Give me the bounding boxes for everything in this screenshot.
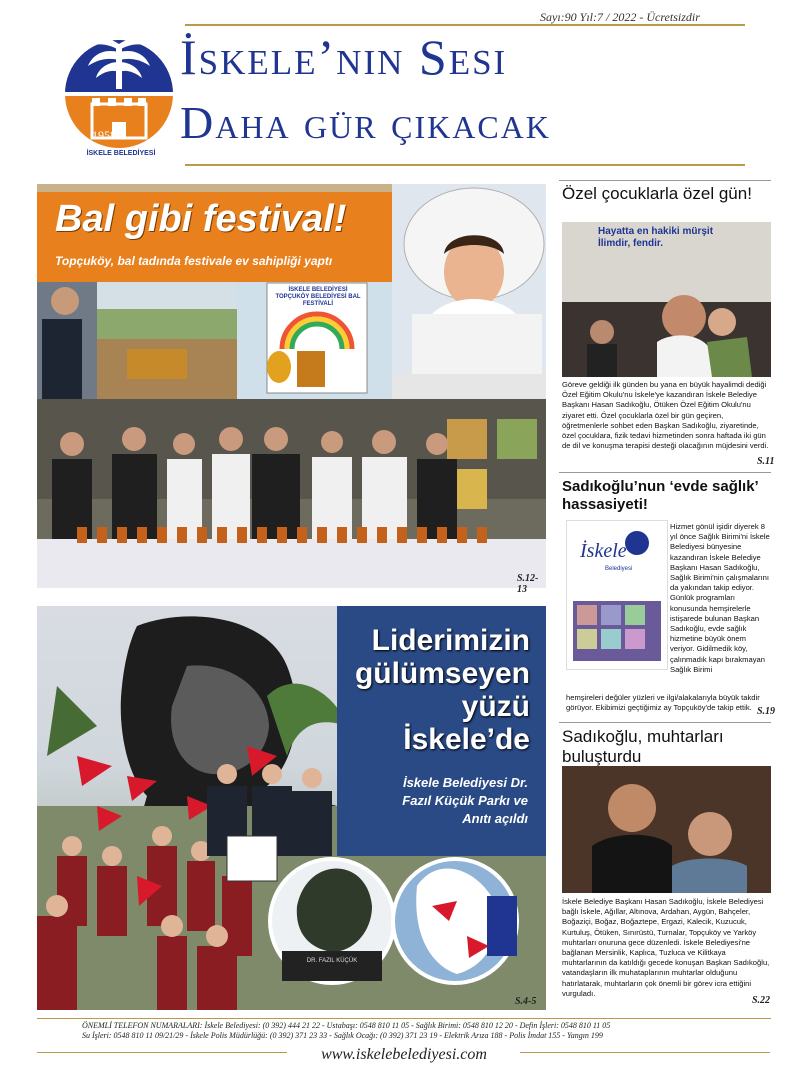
footer-rule-right: [520, 1052, 770, 1053]
logo-text: İSKELE BELEDİYESİ: [86, 150, 156, 157]
festival-headline[interactable]: Bal gibi festival!: [55, 198, 347, 240]
footer-phones-line2: Su İşleri: 0548 810 11 09/21/29 - İskele Polis Müdürlüğü: (0 392) 371 23 33 - Sağlık Ocağı: (0 392) 371 23 19 - Elektrik Arıza 188 - Polis İmdat 155 - Yangın 199: [82, 1031, 603, 1040]
lider-headline-line-3: yüzü: [461, 690, 530, 723]
lider-headline-line-4: İskele’de: [403, 723, 530, 756]
muhtar-body: İskele Belediye Başkanı Hasan Sadıkoğlu, İskele Belediyesi bağlı İskele, Ağıllar, Altınova, Ardahan, Aygün, Bahçeler, Boğaziçi, Boğaz, Boğaztepe, Ergazi, Kalecik, Kuzucuk, Kurtuluş, Ötüken, Sınırüstü, Turnalar, Topçuköy ve Yarköy muhtarları onuruna gece düzenledi. İskele Belediyesi'ne bağlanan Mersinlik, Kaplıca, Tuzluca ve Kilitkaya muhtarlarının da katıldığı gecede konuşan Başkan Sadıkoğlu, vatandaşların ilk muhataplarının muhtarlar olduğunu hatırlatarak, muhtarların çok önemli bir görev icra ettiğini vurguladı.: [562, 897, 770, 998]
beekeeper-child-photo: [392, 184, 546, 374]
lider-headline[interactable]: [355, 624, 530, 756]
masthead-subtitle: Daha gür çıkacak: [180, 97, 551, 148]
muhtar-photo: [562, 766, 771, 893]
lider-article[interactable]: [37, 606, 546, 1010]
header-top-rule: [185, 24, 745, 26]
festival-subhead: Topçuköy, bal tadında festivale ev sahipliği yaptı: [55, 254, 333, 268]
logo-year: 1958: [92, 128, 116, 142]
festival-page-ref[interactable]: S.12-13: [517, 573, 539, 595]
footer-phones-line1: ÖNEMLİ TELEFON NUMARALARI: İskele Belediyesi: (0 392) 444 21 22 - Ustabaşı: 0548 810 11 05 - Sağlık Birimi: 0548 810 12 20 - Defin İşleri: 0548 810 11 05: [82, 1021, 611, 1030]
footer-top-rule: [37, 1018, 771, 1019]
ozel-headline[interactable]: Özel çocuklarla özel gün!: [562, 184, 752, 203]
official-photo: [37, 279, 97, 399]
issue-line: Sayı:90 Yıl:7 / 2022 - Ücretsizdir: [540, 10, 700, 24]
festival-sign-text: İSKELE BELEDİYESİ TOPÇUKÖY BELEDİYESİ BAL FESTİVALİ: [275, 287, 361, 307]
lider-headline-line-2: gülümseyen: [354, 657, 530, 690]
saglik-page-ref[interactable]: S.19: [757, 706, 776, 717]
ozel-quote: Hayatta en hakiki mürşit İlimdir, fendir.: [598, 226, 714, 249]
ozel-page-ref[interactable]: S.11: [757, 456, 775, 467]
iskele-municipality-logo: [64, 24, 174, 166]
website-url[interactable]: www.iskelebelediyesi.com: [321, 1046, 487, 1063]
saglik-logo-word: İskele: [580, 540, 627, 562]
festival-article[interactable]: [37, 184, 546, 595]
lider-sub-line-1: İskele Belediyesi Dr.: [402, 775, 528, 790]
lider-sub-line-2: Fazıl Küçük Parkı ve: [402, 793, 528, 808]
saglik-body-full: hemşireleri değüler yüzleri ve ilgi/alakalarıyla büyük takdir görüyor. Ekibimizi geçtiğimiz ay Topçuköy'de takip ettik.: [566, 693, 760, 713]
header-bottom-rule: [185, 164, 745, 166]
lider-sub-line-3: Anıtı açıldı: [462, 811, 528, 826]
monument-plaque-text: DR. FAZIL KÜÇÜK: [306, 958, 358, 964]
lider-headline-line-1: Liderimizin: [371, 624, 530, 657]
saglik-headline[interactable]: Sadıkoğlu’nun ‘evde sağlık’ hassasiyeti!: [562, 478, 758, 513]
saglik-body-column: Hizmet gönül işidir diyerek 8 yıl önce Sağlık Birimi'ni İskele Belediyesi bünyesine kazandıran İskele Belediye Başkanı Hasan Sadıkoğlu, Sağlık Birimi'nin çalışmalarını da yakından takip ediyor. Günlük programları konusunda hemşirelerle istişarede bulunan Başkan Sadıkoğlu, evde sağlık hizmetine büyük önem veriyor. Gidilmedik köy, çalınmadık kapı bırakmayan Sağlık Birimi: [670, 522, 770, 674]
beekeeper-suit-photo: [392, 374, 546, 399]
lider-subhead: [402, 774, 528, 828]
honey-stand-photo: [97, 279, 237, 399]
muhtar-headline[interactable]: Sadıkoğlu, muhtarları buluşturdu: [562, 727, 724, 766]
muhtar-page-ref[interactable]: S.22: [752, 995, 771, 1006]
ozel-body: Göreve geldiği ilk günden bu yana en büyük hayalimdi dediği Özel Eğitim Okulu'nu İskele'ye kazandıran İskele Belediye Başkanı Hasan Sadıkoğlu, Ötüken Özel Eğitim Okulu'nu ziyaret etti. Özel çocuklarla özel bir gün geçiren, öğretmenlerle sohbet eden Başkan Sadıkoğlu, ziyaretinde, özel çocuklara, fizik tedavi hizmetinden sonra haftada iki gün de dil ve konuşma terapisi desteği olacağının müjdesini verdi.: [562, 380, 769, 451]
masthead-title: İskele’nin Sesi: [180, 29, 508, 85]
right-col-top-rule: [559, 180, 771, 181]
saglik-logo-sub: Belediyesi: [605, 566, 633, 572]
lider-page-ref[interactable]: S.4-5: [515, 996, 537, 1007]
group-photo: [37, 399, 546, 588]
muhtar-top-rule: [559, 722, 771, 723]
saglik-top-rule: [559, 472, 771, 473]
